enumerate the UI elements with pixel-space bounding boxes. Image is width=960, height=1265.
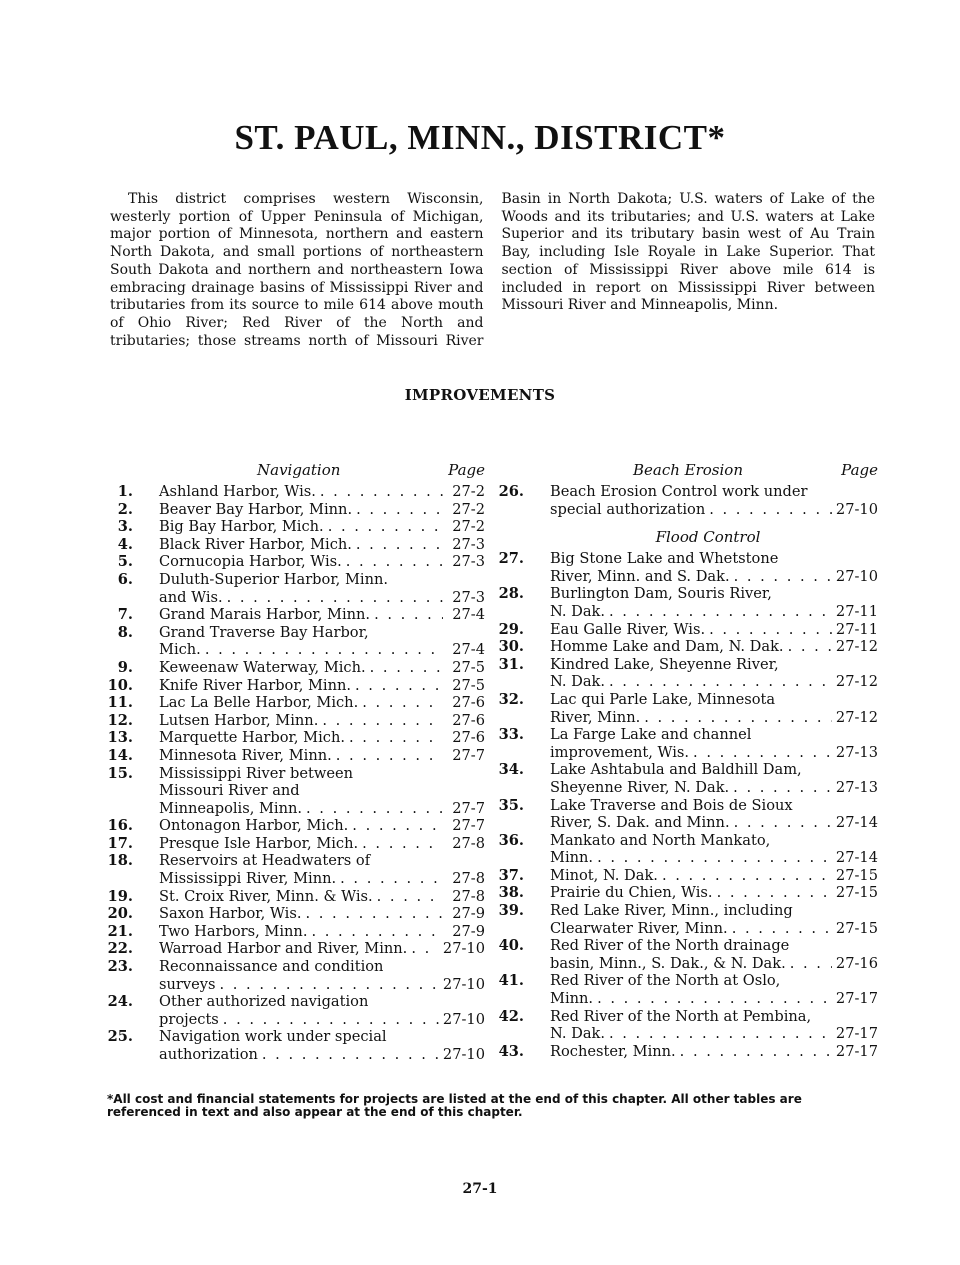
item-name: basin, Minn., S. Dak., & N. Dak. <box>550 954 786 972</box>
item-number: 34. <box>498 761 524 779</box>
item-page-ref: 27-13 <box>835 743 878 761</box>
item-page-ref: 27-12 <box>835 638 878 656</box>
list-item <box>498 691 878 726</box>
item-name-line: Reservoirs at Headwaters of <box>159 852 371 870</box>
dot-leader <box>219 976 438 994</box>
list-item <box>498 621 878 639</box>
item-entry-line <box>550 814 878 832</box>
list-item <box>498 1043 878 1061</box>
item-number: 39. <box>498 902 524 920</box>
item-entry-line <box>550 709 878 727</box>
dot-leader <box>356 536 443 554</box>
item-page-ref: 27-10 <box>442 975 485 993</box>
list-item <box>107 729 485 747</box>
dot-leader <box>411 940 439 958</box>
item-name-line: Red River of the North drainage <box>550 937 790 955</box>
item-entry-line <box>550 673 878 691</box>
dot-leader <box>597 849 832 867</box>
list-item <box>107 518 485 536</box>
item-name: Ashland Harbor, Wis. <box>159 483 316 500</box>
dot-leader <box>374 606 443 624</box>
item-entry-line <box>550 603 878 621</box>
item-entry-line <box>159 641 485 659</box>
list-item <box>498 726 878 761</box>
dot-leader <box>328 518 443 536</box>
item-name-line: Navigation work under special <box>159 1028 387 1046</box>
item-page-ref: 27-2 <box>452 500 485 518</box>
item-name-line: Red River of the North at Pembina, <box>550 1007 812 1025</box>
navigation-list <box>107 483 485 1064</box>
beach-erosion-heading: Beach Erosion <box>632 461 743 479</box>
list-item <box>107 940 485 958</box>
dot-leader <box>609 673 832 691</box>
list-item <box>107 624 485 659</box>
dot-leader <box>355 677 443 695</box>
item-name: Knife River Harbor, Minn. <box>159 676 352 694</box>
item-name: Presque Isle Harbor, Mich. <box>159 834 359 852</box>
flood-control-heading: Flood Control <box>655 528 761 547</box>
item-entry-line <box>550 849 878 867</box>
item-page-ref: 27-14 <box>835 849 878 867</box>
dot-leader <box>311 923 443 941</box>
item-entry-line <box>159 835 485 853</box>
item-name: Lutsen Harbor, Minn. <box>159 711 319 729</box>
item-entry-line <box>550 867 878 885</box>
item-name: improvement, Wis. <box>550 743 690 761</box>
item-name: Ontonagon Harbor, Mich. <box>159 817 349 835</box>
item-page-ref: 27-11 <box>835 602 878 620</box>
dot-leader <box>732 920 832 938</box>
list-item <box>107 993 485 1028</box>
list-item <box>107 888 485 906</box>
list-item <box>107 694 485 712</box>
item-name-line: Big Stone Lake and Whetstone <box>550 550 779 568</box>
list-item <box>107 1028 485 1063</box>
item-entry-line <box>159 747 485 765</box>
item-entry-line <box>550 1025 878 1043</box>
item-name: Marquette Harbor, Mich. <box>159 729 346 747</box>
item-number: 31. <box>498 655 524 673</box>
item-page-ref: 27-8 <box>452 870 485 888</box>
item-name-line: Grand Traverse Bay Harbor, <box>159 623 369 641</box>
item-page-ref: 27-7 <box>452 817 485 835</box>
item-number: 8. <box>117 623 133 641</box>
item-entry-line <box>159 976 485 994</box>
dot-leader <box>336 747 443 765</box>
item-number: 6. <box>117 570 133 588</box>
item-entry-line <box>159 659 485 677</box>
item-entry-line <box>159 817 485 835</box>
item-name: Warroad Harbor and River, Minn. <box>159 940 408 958</box>
item-number: 9. <box>117 658 133 676</box>
item-entry-line <box>550 779 878 797</box>
item-name: Grand Marais Harbor, Minn. <box>159 606 371 624</box>
item-number: 10. <box>107 676 133 694</box>
list-item <box>498 902 878 937</box>
list-item <box>107 553 485 571</box>
item-page-ref: 27-8 <box>452 887 485 905</box>
list-item <box>498 1008 878 1043</box>
dot-leader <box>262 1046 439 1064</box>
item-name: Lac La Belle Harbor, Mich. <box>159 694 359 712</box>
item-page-ref: 27-6 <box>452 729 485 747</box>
item-entry-line <box>550 990 878 1008</box>
list-item <box>107 923 485 941</box>
dot-leader <box>306 800 443 818</box>
item-number: 43. <box>498 1042 524 1060</box>
item-name: Eau Galle River, Wis. <box>550 620 706 638</box>
item-page-ref: 27-5 <box>452 676 485 694</box>
item-name-line: Lac qui Parle Lake, Minnesota <box>550 690 776 708</box>
item-number: 30. <box>498 638 524 656</box>
item-entry-line <box>159 905 485 923</box>
item-name: surveys <box>159 975 216 993</box>
item-page-ref: 27-4 <box>452 641 485 659</box>
item-name: Prairie du Chien, Wis. <box>550 884 713 902</box>
dot-leader <box>356 501 443 519</box>
item-entry-line <box>159 940 485 958</box>
item-page-ref: 27-17 <box>835 990 878 1008</box>
item-name: Saxon Harbor, Wis. <box>159 905 302 923</box>
beach-erosion-list <box>498 483 878 518</box>
item-name: and Wis. <box>159 588 223 606</box>
item-name: projects <box>159 1010 219 1028</box>
item-name-line: Other authorized navigation <box>159 993 369 1011</box>
dot-leader <box>644 709 832 727</box>
item-entry-line <box>159 694 485 712</box>
item-entry-line <box>159 888 485 906</box>
item-entry-line <box>159 553 485 571</box>
item-name: River, Minn. and S. Dak. <box>550 567 730 585</box>
item-page-ref: 27-3 <box>452 535 485 553</box>
district-description <box>110 191 875 351</box>
item-number: 33. <box>498 726 524 744</box>
navigation-page-heading: Page <box>448 461 485 479</box>
item-number: 21. <box>107 922 133 940</box>
list-item <box>498 585 878 620</box>
item-page-ref: 27-14 <box>835 814 878 832</box>
dot-leader <box>227 589 443 607</box>
item-number: 23. <box>107 958 133 976</box>
item-name: N. Dak. <box>550 1025 605 1043</box>
list-item <box>498 761 878 796</box>
item-name-line: Beach Erosion Control work under <box>550 483 808 500</box>
item-name: Minot, N. Dak. <box>550 866 658 884</box>
item-name-line: Missouri River and <box>159 782 300 800</box>
dot-leader <box>734 568 832 586</box>
list-item <box>498 638 878 656</box>
list-item <box>498 550 878 585</box>
item-page-ref: 27-5 <box>452 658 485 676</box>
item-entry-line <box>550 621 878 639</box>
item-entry-line <box>550 955 878 973</box>
list-item <box>498 972 878 1007</box>
item-page-ref: 27-7 <box>452 746 485 764</box>
item-number: 38. <box>498 884 524 902</box>
item-page-ref: 27-11 <box>835 620 878 638</box>
list-item <box>107 765 485 818</box>
item-entry-line <box>159 729 485 747</box>
item-number: 27. <box>498 550 524 568</box>
item-page-ref: 27-15 <box>835 866 878 884</box>
item-number: 16. <box>107 817 133 835</box>
item-entry-line <box>159 1011 485 1029</box>
item-name-line: Lake Traverse and Bois de Sioux <box>550 796 793 814</box>
navigation-column <box>107 460 485 1064</box>
item-entry-line <box>550 568 878 586</box>
list-item <box>498 937 878 972</box>
list-item <box>107 483 485 501</box>
item-page-ref: 27-3 <box>452 588 485 606</box>
item-entry-line <box>159 923 485 941</box>
item-entry-line <box>159 677 485 695</box>
item-page-ref: 27-13 <box>835 778 878 796</box>
list-item <box>107 958 485 993</box>
item-entry-line <box>159 712 485 730</box>
list-item <box>498 884 878 902</box>
item-entry-line <box>550 744 878 762</box>
item-entry-line <box>550 501 878 519</box>
page-number: 27-1 <box>462 1181 498 1197</box>
item-page-ref: 27-2 <box>452 483 485 500</box>
item-number: 41. <box>498 972 524 990</box>
list-item <box>107 659 485 677</box>
item-page-ref: 27-10 <box>442 1046 485 1063</box>
item-entry-line <box>159 870 485 888</box>
item-name-line: Lake Ashtabula and Baldhill Dam, <box>550 761 802 779</box>
item-entry-line <box>159 589 485 607</box>
item-number: 42. <box>498 1007 524 1025</box>
item-name-line: Red River of the North at Oslo, <box>550 972 781 990</box>
item-number: 35. <box>498 796 524 814</box>
item-name-line: Mankato and North Mankato, <box>550 831 771 849</box>
dot-leader <box>788 638 832 656</box>
list-item <box>107 835 485 853</box>
item-number: 1. <box>117 483 133 500</box>
item-page-ref: 27-10 <box>442 1010 485 1028</box>
erosion-flood-column <box>498 460 878 1060</box>
item-entry-line <box>159 501 485 519</box>
list-item <box>498 832 878 867</box>
item-number: 7. <box>117 606 133 624</box>
dot-leader <box>790 955 832 973</box>
item-name-line: Red Lake River, Minn., including <box>550 902 793 920</box>
item-name: Rochester, Minn. <box>550 1042 676 1060</box>
item-number: 19. <box>107 887 133 905</box>
dot-leader <box>609 603 832 621</box>
item-page-ref: 27-10 <box>835 500 878 518</box>
item-page-ref: 27-6 <box>452 694 485 712</box>
dot-leader <box>370 659 443 677</box>
item-name: special authorization <box>550 500 706 518</box>
item-page-ref: 27-16 <box>835 954 878 972</box>
item-name-line: Kindred Lake, Sheyenne River, <box>550 655 779 673</box>
item-name: Mississippi River, Minn. <box>159 870 337 888</box>
item-number: 28. <box>498 585 524 603</box>
item-entry-line <box>550 884 878 902</box>
item-name: Cornucopia Harbor, Wis. <box>159 553 342 571</box>
list-item <box>107 571 485 606</box>
item-name: Beaver Bay Harbor, Minn. <box>159 500 353 518</box>
item-name: Black River Harbor, Mich. <box>159 535 352 553</box>
dot-leader <box>709 621 832 639</box>
item-number: 22. <box>107 940 133 958</box>
dot-leader <box>717 884 832 902</box>
item-name-line: Duluth-Superior Harbor, Minn. <box>159 570 389 588</box>
list-item <box>498 483 878 518</box>
item-number: 2. <box>117 500 133 518</box>
item-name: St. Croix River, Minn. & Wis. <box>159 887 373 905</box>
dot-leader <box>362 694 443 712</box>
item-entry-line <box>550 1043 878 1061</box>
item-page-ref: 27-6 <box>452 711 485 729</box>
item-number: 24. <box>107 993 133 1011</box>
dot-leader <box>349 729 443 747</box>
list-item <box>107 677 485 695</box>
item-entry-line <box>159 518 485 536</box>
item-entry-line <box>159 536 485 554</box>
list-item <box>498 656 878 691</box>
item-page-ref: 27-10 <box>835 567 878 585</box>
item-name-line: Burlington Dam, Souris River, <box>550 585 772 603</box>
item-entry-line <box>159 483 485 501</box>
item-number: 37. <box>498 866 524 884</box>
improvements-heading: IMPROVEMENTS <box>404 386 556 404</box>
item-page-ref: 27-9 <box>452 922 485 940</box>
item-number: 13. <box>107 729 133 747</box>
item-page-ref: 27-17 <box>835 1025 878 1043</box>
item-name: Big Bay Harbor, Mich. <box>159 518 324 536</box>
item-number: 36. <box>498 831 524 849</box>
item-number: 17. <box>107 834 133 852</box>
list-item <box>107 536 485 554</box>
item-name: Keweenaw Waterway, Mich. <box>159 658 366 676</box>
item-number: 3. <box>117 518 133 536</box>
item-entry-line <box>550 638 878 656</box>
list-item <box>107 905 485 923</box>
list-item <box>498 867 878 885</box>
dot-leader <box>205 641 443 659</box>
item-number: 32. <box>498 690 524 708</box>
item-name: Minn. <box>550 990 594 1008</box>
dot-leader <box>662 867 832 885</box>
beach-erosion-header <box>498 460 878 481</box>
item-name: authorization <box>159 1046 258 1063</box>
page-title: ST. PAUL, MINN., DISTRICT* <box>234 118 726 157</box>
dot-leader <box>340 870 443 888</box>
beach-erosion-page-heading: Page <box>841 461 878 479</box>
item-number: 5. <box>117 553 133 571</box>
item-page-ref: 27-12 <box>835 673 878 691</box>
item-name: Sheyenne River, N. Dak. <box>550 778 730 796</box>
item-number: 29. <box>498 620 524 638</box>
dot-leader <box>693 744 832 762</box>
item-page-ref: 27-8 <box>452 834 485 852</box>
item-page-ref: 27-12 <box>835 708 878 726</box>
item-number: 12. <box>107 711 133 729</box>
item-number: 25. <box>107 1028 133 1046</box>
item-number: 14. <box>107 746 133 764</box>
dot-leader <box>362 835 443 853</box>
intro-paragraph: This district comprises western Wisconsin, westerly portion of Upper Peninsula of Michigan, major portion of Minnesota, northern and eastern North Dakota, and small portions of northeastern South Dakota and northern and northeastern Iowa embracing drainage basins of Mississippi River and tributaries from its source to mile 614 above mouth of Ohio River; Red River of the North and tributaries; those streams north of Missouri River Basin in North Dakota; U.S. waters of Lake of the Woods and its tributaries; and U.S. waters at Lake Superior and its tributary basin west of Au Train Bay, including Isle Royale in Lake Superior. That section of Mississippi River above mile 614 is included in report on Mississippi River between Missouri River and Minneapolis, Minn. <box>110 191 875 349</box>
item-name: Homme Lake and Dam, N. Dak. <box>550 638 784 656</box>
item-number: 18. <box>107 852 133 870</box>
item-number: 26. <box>498 483 524 500</box>
item-page-ref: 27-10 <box>442 940 485 958</box>
dot-leader <box>597 990 832 1008</box>
navigation-header <box>107 460 485 481</box>
dot-leader <box>346 553 443 571</box>
item-name: Minnesota River, Minn. <box>159 746 332 764</box>
item-page-ref: 27-15 <box>835 884 878 902</box>
dot-leader <box>305 905 443 923</box>
item-name: Mich. <box>159 641 201 659</box>
item-page-ref: 27-4 <box>452 606 485 624</box>
dot-leader <box>609 1025 832 1043</box>
dot-leader <box>734 814 832 832</box>
list-item <box>107 817 485 835</box>
item-name: Minn. <box>550 849 594 867</box>
item-number: 11. <box>107 694 133 712</box>
item-entry-line <box>159 606 485 624</box>
item-name: River, Minn. <box>550 708 641 726</box>
item-page-ref: 27-3 <box>452 553 485 571</box>
list-item <box>107 852 485 887</box>
list-item <box>107 747 485 765</box>
flood-control-list <box>498 550 878 1060</box>
item-page-ref: 27-9 <box>452 905 485 923</box>
item-number: 20. <box>107 905 133 923</box>
item-entry-line <box>550 920 878 938</box>
list-item <box>107 501 485 519</box>
item-name: Clearwater River, Minn. <box>550 919 728 937</box>
list-item <box>107 712 485 730</box>
dot-leader <box>377 888 443 906</box>
item-name-line: Reconnaissance and condition <box>159 958 384 976</box>
dot-leader <box>680 1043 832 1061</box>
item-name-line: La Farge Lake and channel <box>550 726 752 744</box>
item-number: 15. <box>107 764 133 782</box>
dot-leader <box>709 501 832 519</box>
item-name: River, S. Dak. and Minn. <box>550 814 730 832</box>
item-name: N. Dak. <box>550 673 605 691</box>
dot-leader <box>352 817 443 835</box>
dot-leader <box>320 483 443 501</box>
item-name: Two Harbors, Minn. <box>159 922 308 940</box>
item-entry-line <box>159 800 485 818</box>
item-name: Minneapolis, Minn. <box>159 799 303 817</box>
footnote: *All cost and financial statements for projects are listed at the end of this chapter. All other tables are referenced in text and also appear at the end of this chapter. <box>107 1092 802 1119</box>
item-name: N. Dak. <box>550 602 605 620</box>
item-number: 4. <box>117 535 133 553</box>
item-entry-line <box>159 1046 485 1064</box>
list-item <box>498 797 878 832</box>
item-name-line: Mississippi River between <box>159 764 354 782</box>
navigation-heading: Navigation <box>257 461 341 479</box>
item-page-ref: 27-2 <box>452 518 485 536</box>
list-item <box>107 606 485 624</box>
item-page-ref: 27-17 <box>835 1042 878 1060</box>
item-page-ref: 27-15 <box>835 919 878 937</box>
dot-leader <box>322 712 443 730</box>
dot-leader <box>733 779 832 797</box>
item-page-ref: 27-7 <box>452 799 485 817</box>
item-number: 40. <box>498 937 524 955</box>
dot-leader <box>223 1011 439 1029</box>
